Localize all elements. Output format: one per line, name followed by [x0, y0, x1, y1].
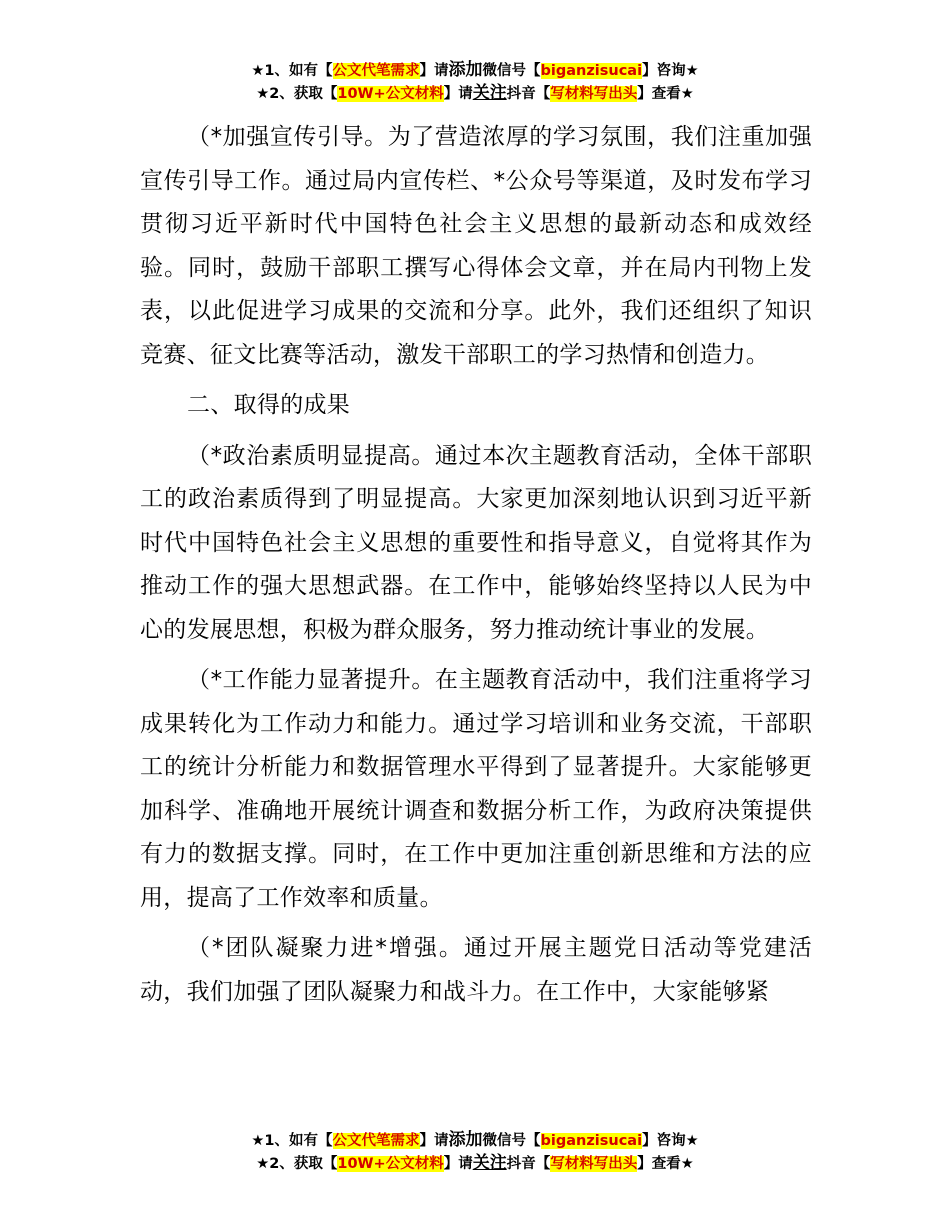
highlight-materials: 10W+公文材料 [337, 1156, 444, 1172]
paragraph: （*政治素质明显提高。通过本次主题教育活动，全体干部职工的政治素质得到了明显提高。大家更加深刻地认识到习近平新时代中国特色社会主义思想的重要性和指导意义，自觉将其作为推动工作的强大思想武器。在工作中，能够始终坚持以人民为中心的发展思想，积极为群众服务，努力推动统计事业的发展。 [140, 442, 812, 643]
bracket: 】 [637, 86, 652, 102]
promo-text: 咨询★ [656, 63, 699, 79]
promo-line-2 [0, 82, 950, 105]
paragraph: （*团队凝聚力进*增强。通过开展主题党日活动等党建活动，我们加强了团队凝聚力和战斗力。在工作中，大家能够紧 [140, 935, 812, 1005]
bracket: 】 [642, 63, 657, 79]
promo-text: 微信号 [482, 63, 527, 79]
bracket: 】 [419, 1133, 435, 1149]
promo-line-2 [0, 1152, 950, 1175]
promo-line-1 [0, 59, 950, 82]
paragraph: （*加强宣传引导。为了营造浓厚的学习氛围，我们注重加强宣传引导工作。通过局内宣传栏、*公众号等渠道，及时发布学习贯彻习近平新时代中国特色社会主义思想的最新动态和成效经验。同时，鼓励干部职工撰写心得体会文章，并在局内刊物上发表，以此促进学习成果的交流和分享。此外，我们还组织了知识竞赛、征文比赛等活动，激发干部职工的学习热情和创造力。 [140, 124, 812, 368]
bracket: 】 [443, 86, 459, 102]
section-heading: 二、取得的成果 [187, 392, 351, 418]
bracket: 】 [642, 1133, 657, 1149]
bracket: 【 [535, 1156, 551, 1172]
bracket: 【 [526, 1133, 541, 1149]
highlight-materials: 10W+公文材料 [337, 86, 444, 102]
bracket: 】 [419, 63, 435, 79]
bracket: 】 [637, 1156, 652, 1172]
promo-emphasis: 添加 [448, 1130, 483, 1150]
bracket: 【 [526, 63, 541, 79]
bracket: 】 [443, 1156, 459, 1172]
highlight-douyin: 写材料写出头 [550, 86, 638, 102]
promo-text: 查看★ [651, 1156, 694, 1172]
promo-text: 抖音 [506, 86, 536, 102]
highlight-douyin: 写材料写出头 [550, 1156, 638, 1172]
promo-text: ★1、如有 [251, 1133, 319, 1149]
promo-text: 抖音 [506, 1156, 536, 1172]
highlight-service: 公文代笔需求 [332, 63, 420, 79]
promo-text: 查看★ [651, 86, 694, 102]
promo-text: ★1、如有 [251, 63, 319, 79]
highlight-wechat-id: biganzisucai [540, 63, 643, 79]
bracket: 【 [318, 63, 333, 79]
highlight-wechat-id: biganzisucai [540, 1133, 643, 1149]
promo-banner-bottom [0, 1129, 950, 1175]
bracket: 【 [318, 1133, 333, 1149]
promo-text: ★2、获取 [256, 86, 323, 102]
promo-text: ★2、获取 [256, 1156, 323, 1172]
promo-text: 微信号 [482, 1133, 527, 1149]
bracket: 【 [322, 86, 338, 102]
promo-text: 请 [434, 63, 449, 79]
highlight-service: 公文代笔需求 [332, 1133, 420, 1149]
document-body [140, 116, 812, 1021]
promo-text: 咨询★ [656, 1133, 699, 1149]
promo-text: 请 [458, 86, 473, 102]
promo-emphasis: 关注 [472, 83, 507, 103]
promo-banner-top [0, 59, 950, 105]
bracket: 【 [535, 86, 551, 102]
promo-text: 请 [458, 1156, 473, 1172]
bracket: 【 [322, 1156, 338, 1172]
promo-emphasis: 关注 [472, 1153, 507, 1173]
promo-emphasis: 添加 [448, 60, 483, 80]
promo-text: 请 [434, 1133, 449, 1149]
promo-line-1 [0, 1129, 950, 1152]
paragraph: （*工作能力显著提升。在主题教育活动中，我们注重将学习成果转化为工作动力和能力。通过学习培训和业务交流，干部职工的统计分析能力和数据管理水平得到了显著提升。大家能够更加科学、准确地开展统计调查和数据分析工作，为政府决策提供有力的数据支撑。同时，在工作中更加注重创新思维和方法的应用，提高了工作效率和质量。 [140, 667, 812, 911]
